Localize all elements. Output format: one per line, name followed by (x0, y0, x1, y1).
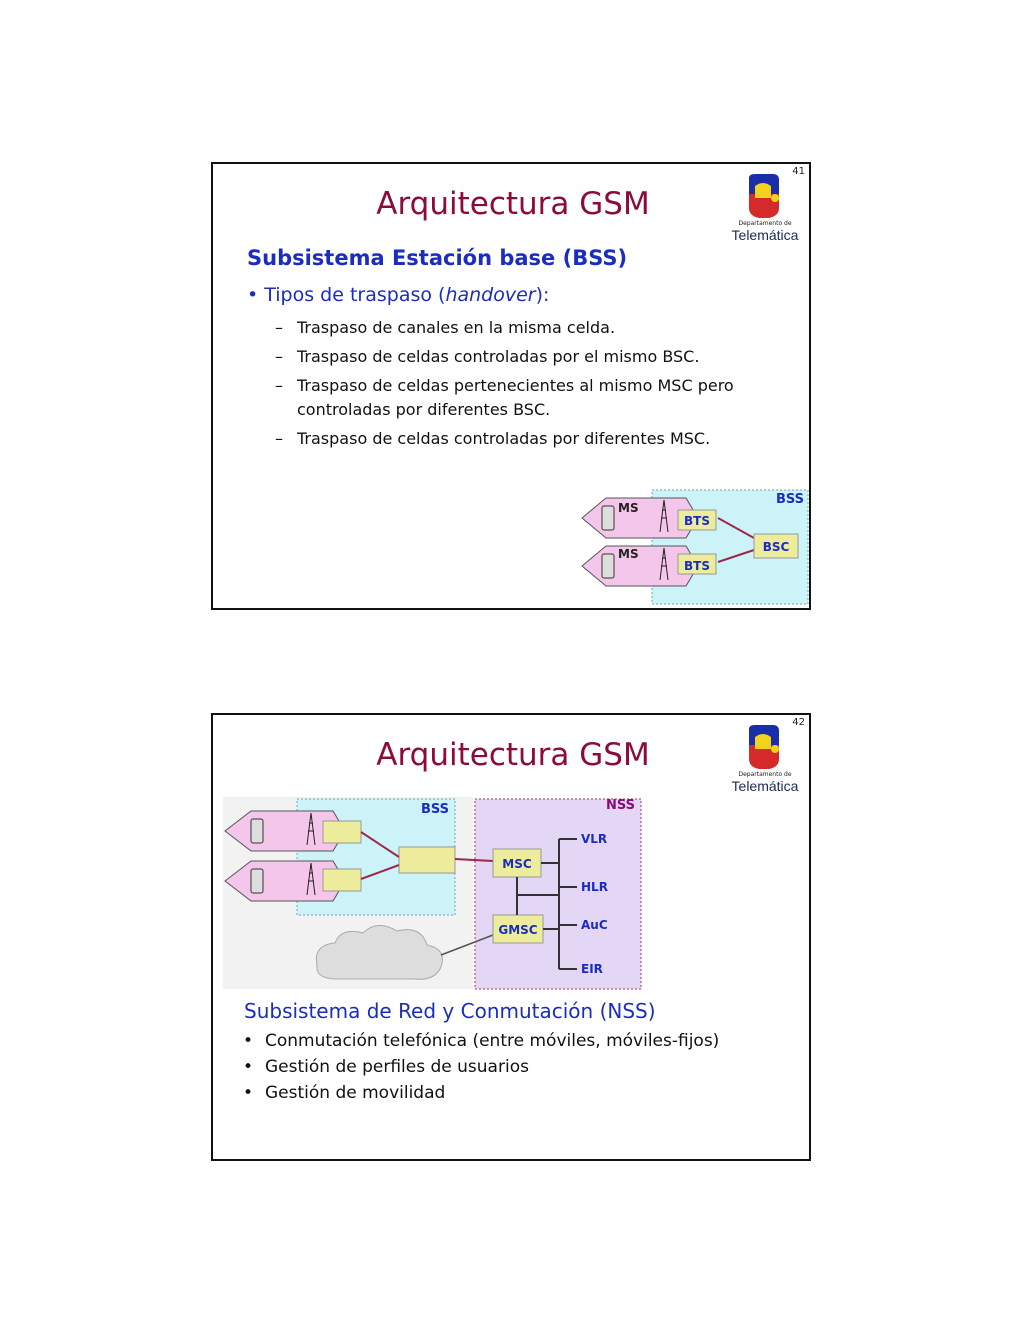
handover-list (275, 316, 755, 456)
logo-department-text: Departamento de (738, 771, 792, 778)
nss-region-label: NSS (605, 798, 635, 813)
phone-icon (251, 819, 263, 843)
phone-icon (602, 554, 614, 578)
nss-functions-list (240, 1028, 780, 1106)
slide-42 (211, 713, 811, 1161)
section-subtitle: Subsistema de Red y Conmutación (NSS) (244, 999, 656, 1023)
bsc-box (399, 847, 455, 873)
section-subtitle: Subsistema Estación base (BSS) (247, 246, 628, 270)
gmsc-label: GMSC (498, 923, 538, 937)
phone-icon (251, 869, 263, 893)
telematica-logo (725, 172, 805, 242)
slide-41 (211, 162, 811, 610)
auc-label: AuC (581, 918, 608, 932)
bsc-label: BSC (762, 540, 790, 554)
list-item: • Gestión de perfiles de usuarios (243, 1057, 529, 1077)
slide-title: Arquitectura GSM (376, 737, 650, 773)
ms-label-1: MS (618, 501, 639, 515)
bullet-handover-types (247, 284, 549, 306)
page-number: 42 (792, 717, 805, 728)
phone-icon (602, 506, 614, 530)
hlr-label: HLR (581, 880, 608, 894)
logo-telematica-text: Telemática (731, 227, 799, 243)
bullet-suffix: ): (535, 284, 550, 306)
bss-diagram (578, 486, 810, 608)
bts-box-2 (323, 869, 361, 891)
list-item: – Traspaso de celdas controladas por diferentes MSC. (275, 429, 711, 448)
vlr-label: VLR (581, 832, 608, 846)
page-number: 41 (792, 166, 805, 177)
list-item: • Conmutación telefónica (entre móviles, móviles-fijos) (243, 1031, 720, 1051)
msc-label: MSC (502, 857, 532, 871)
list-item: • Gestión de movilidad (243, 1083, 446, 1103)
bullet-prefix: • Tipos de traspaso ( (247, 284, 446, 306)
list-item: – Traspaso de canales en la misma celda. (275, 318, 616, 337)
bts-box-1 (323, 821, 361, 843)
ms-label-2: MS (618, 547, 639, 561)
bts-label-1: BTS (684, 514, 710, 528)
network-diagram (221, 795, 645, 993)
logo-department-text: Departamento de (738, 220, 792, 227)
slide-title: Arquitectura GSM (376, 186, 650, 222)
telematica-logo (725, 723, 805, 793)
bss-region-label: BSS (775, 492, 804, 507)
bss-region-label: BSS (420, 802, 449, 817)
eir-label: EIR (581, 962, 603, 976)
bts-label-2: BTS (684, 559, 710, 573)
list-item: – Traspaso de celdas controladas por el mismo BSC. (275, 347, 700, 366)
list-item: – Traspaso de celdas pertenecientes al mismo MSC pero controladas por diferentes BSC. (275, 376, 734, 419)
bullet-italic-term: handover (445, 284, 536, 306)
logo-telematica-text: Telemática (731, 778, 799, 794)
